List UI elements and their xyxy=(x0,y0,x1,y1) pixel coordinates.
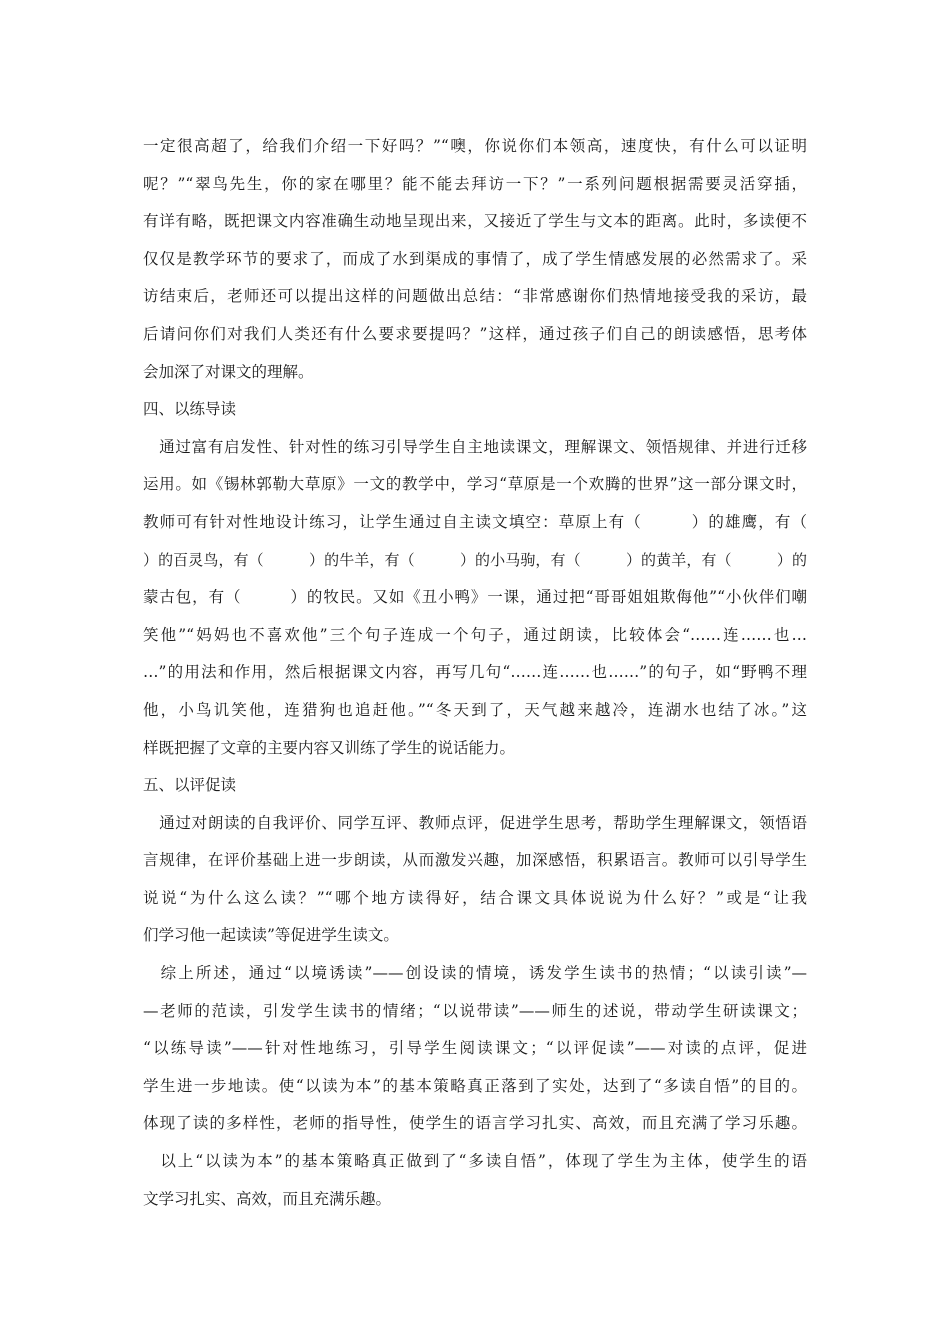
text-line: 有详有略，既把课文内容准确生动地呈现出来，又接近了学生与文本的距离。此时，多读便不 xyxy=(143,212,807,231)
section-heading-4: 四、以练导读 xyxy=(143,400,237,419)
text-line: 呢？”“翠鸟先生，你的家在哪里？能不能去拜访一下？”一系列问题根据需要灵活穿插， xyxy=(143,174,807,193)
text-line: 运用。如《锡林郭勒大草原》一文的教学中，学习“草原是一个欢腾的世界”这一部分课文时， xyxy=(143,475,807,494)
text-line: 后请问你们对我们人类还有什么要求要提吗？”这样，通过孩子们自己的朗读感悟，思考体 xyxy=(143,324,807,343)
text-line: …”的用法和作用，然后根据课文内容，再写几句“……连……也……”的句子，如“野鸭不理 xyxy=(143,663,807,682)
text-line: 综上所述，通过“以境诱读”——创设读的情境，诱发学生读书的热情；“以读引读”— xyxy=(143,964,807,983)
text-line: 笑他”“妈妈也不喜欢他”三个句子连成一个句子，通过朗读，比较体会“……连……也… xyxy=(143,625,807,644)
text-line: 教师可有针对性地设计练习，让学生通过自主读文填空：草原上有（ ）的雄鹰，有（ xyxy=(143,512,807,531)
text-line: 会加深了对课文的理解。 xyxy=(143,362,314,381)
text-line: 们学习他一起读读”等促进学生读文。 xyxy=(143,926,399,945)
text-line: 样既把握了文章的主要内容又训练了学生的说话能力。 xyxy=(143,738,516,757)
text-line: 通过对朗读的自我评价、同学互评、教师点评，促进学生思考，帮助学生理解课文，领悟语 xyxy=(143,813,807,832)
text-line: 言规律，在评价基础上进一步朗读，从而激发兴趣，加深感悟，积累语言。教师可以引导学生 xyxy=(143,851,807,870)
text-line: 他，小鸟讥笑他，连猎狗也追赶他。”“冬天到了，天气越来越冷，连湖水也结了冰。”这 xyxy=(143,700,807,719)
text-line: 文学习扎实、高效，而且充满乐趣。 xyxy=(143,1189,392,1208)
text-line: 以上“以读为本”的基本策略真正做到了“多读自悟”，体现了学生为主体，使学生的语 xyxy=(143,1152,807,1171)
text-line: 说说“为什么这么读？”“哪个地方读得好，结合课文具体说说为什么好？”或是“让我 xyxy=(143,888,807,907)
text-line: 仅仅是教学环节的要求了，而成了水到渠成的事情了，成了学生情感发展的必然需求了。采 xyxy=(143,249,807,268)
text-line: 体现了读的多样性，老师的指导性，使学生的语言学习扎实、高效，而且充满了学习乐趣。 xyxy=(143,1114,807,1133)
text-line: —老师的范读，引发学生读书的情绪；“以说带读”——师生的述说，带动学生研读课文； xyxy=(143,1001,807,1020)
text-line: 访结束后，老师还可以提出这样的问题做出总结：“非常感谢你们热情地接受我的采访，最 xyxy=(143,287,807,306)
section-heading-5: 五、以评促读 xyxy=(143,776,237,795)
text-line: 蒙古包，有（ ）的牧民。又如《丑小鸭》一课，通过把“哥哥姐姐欺侮他”“小伙伴们嘲 xyxy=(143,588,807,607)
text-line: ）的百灵鸟，有（ ）的牛羊，有（ ）的小马驹，有（ ）的黄羊，有（ ）的 xyxy=(143,550,807,569)
text-line: 一定很高超了，给我们介绍一下好吗？”“噢，你说你们本领高，速度快，有什么可以证明 xyxy=(143,137,807,155)
text-line: “以练导读”——针对性地练习，引导学生阅读课文；“以评促读”——对读的点评，促进 xyxy=(143,1039,807,1058)
text-line: 学生进一步地读。使“以读为本”的基本策略真正落到了实处，达到了“多读自悟”的目的。 xyxy=(143,1076,807,1095)
document-body xyxy=(143,128,807,1218)
text-line: 通过富有启发性、针对性的练习引导学生自主地读课文，理解课文、领悟规律、并进行迁移 xyxy=(143,437,807,456)
